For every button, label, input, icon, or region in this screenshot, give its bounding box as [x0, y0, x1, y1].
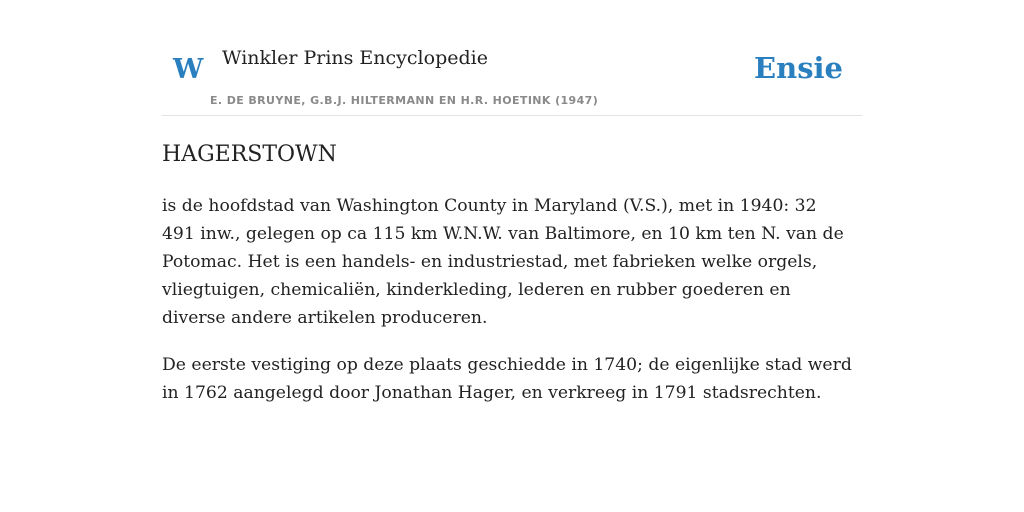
source-title[interactable]: Winkler Prins Encyclopedie	[222, 47, 488, 69]
entry-paragraph: De eerste vestiging op deze plaats geschiedde in 1740; de eigenlijke stad werd in 1762 aangelegd door Jonathan Hager, en verkreeg in 1791 stadsrechten.	[162, 355, 852, 403]
source-authors: E. DE BRUYNE, G.B.J. HILTERMANN EN H.R. HOETINK (1947)	[210, 94, 599, 107]
entry-body	[162, 192, 852, 426]
encyclopedia-logo-icon[interactable]: W	[173, 54, 204, 85]
page	[162, 0, 862, 512]
source-header	[162, 0, 862, 116]
entry-title: HAGERSTOWN	[162, 142, 337, 167]
entry-paragraph: is de hoofdstad van Washington County in Maryland (V.S.), met in 1940: 32 491 inw., gelegen op ca 115 km W.N.W. van Baltimore, en 10 km ten N. van de Potomac. Het is een handels- en industriestad, met fabrieken welke orgels, vliegtuigen, chemicaliën, kinderkleding, lederen en rubber goederen en diverse andere artikelen produceren.	[162, 196, 844, 328]
ensie-home-link[interactable]: Ensie	[754, 51, 843, 85]
